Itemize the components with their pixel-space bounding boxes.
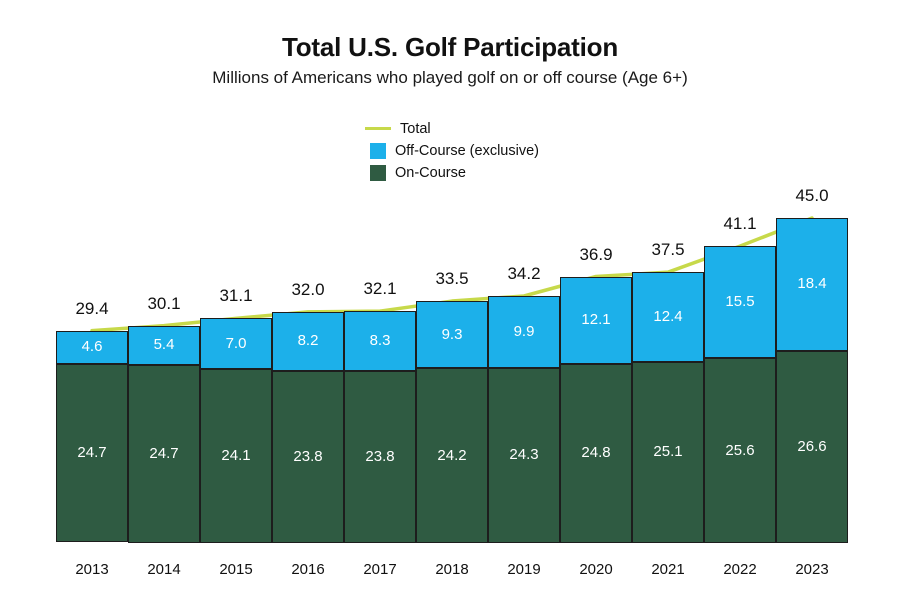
x-axis-label: 2014: [147, 561, 181, 578]
bar-group: [272, 312, 344, 543]
bar-segment-on-course-value: 26.6: [797, 437, 827, 455]
bar-segment-on-course[interactable]: [128, 365, 200, 543]
bar-group: [776, 218, 848, 543]
total-value-label: 37.5: [651, 240, 685, 260]
bar-segment-off-course-value: 9.9: [513, 322, 535, 340]
total-value-label: 30.1: [147, 293, 181, 313]
bar-group: [200, 318, 272, 543]
total-value-label: 29.4: [75, 298, 109, 318]
bar-segment-on-course-value: 25.1: [653, 443, 683, 461]
x-axis-label: 2017: [363, 561, 397, 578]
chart-title: Total U.S. Golf Participation: [281, 32, 619, 62]
bar-segment-on-course-value: 24.7: [77, 444, 107, 462]
total-value-label: 45.0: [795, 186, 829, 205]
x-axis-label: 2013: [75, 561, 109, 578]
x-axis-label: 2023: [795, 561, 829, 578]
x-axis-label: 2022: [723, 561, 757, 578]
bar-segment-off-course[interactable]: [560, 277, 632, 364]
bar-segment-off-course-value: 9.3: [441, 325, 463, 343]
chart-subtitle: Millions of Americans who played golf on or off course (Age 6+): [212, 68, 688, 87]
bar-segment-on-course[interactable]: [200, 369, 272, 543]
bar-segment-on-course-value: 24.7: [149, 444, 179, 462]
bar-segment-off-course-value: 4.6: [81, 338, 103, 356]
total-value-label: 32.1: [363, 279, 397, 299]
x-axis-label: 2021: [651, 561, 685, 578]
bar-group: [56, 331, 128, 543]
bar-segment-on-course-value: 24.8: [581, 444, 611, 462]
bar-group: [128, 326, 200, 543]
total-value-label: 36.9: [579, 244, 613, 264]
bar-group: [560, 277, 632, 544]
legend-label-total: Total: [400, 120, 431, 137]
x-axis-label: 2015: [219, 561, 253, 578]
bar-segment-on-course[interactable]: [272, 371, 344, 543]
bar-segment-on-course[interactable]: [632, 362, 704, 543]
bar-segment-off-course-value: 5.4: [153, 336, 175, 354]
bar-segment-on-course[interactable]: [56, 364, 128, 542]
bar-segment-off-course-value: 8.2: [297, 332, 319, 350]
bar-segment-off-course-value: 7.0: [225, 334, 247, 352]
total-value-label: 33.5: [435, 269, 469, 289]
bar-segment-off-course[interactable]: [272, 312, 344, 371]
legend-label-on-course: On-Course: [395, 164, 466, 181]
bar-segment-on-course-value: 24.1: [221, 446, 251, 464]
bar-segment-on-course-value: 23.8: [293, 448, 323, 466]
bar-segment-on-course-value: 24.2: [437, 446, 467, 464]
bar-group: [416, 301, 488, 543]
x-axis-label: 2020: [579, 561, 613, 578]
total-value-label: 31.1: [219, 286, 253, 306]
x-axis-label: 2018: [435, 561, 469, 578]
x-axis-label: 2016: [291, 561, 325, 578]
legend-label-off-course: Off-Course (exclusive): [395, 142, 539, 159]
bar-segment-on-course[interactable]: [416, 368, 488, 543]
total-value-label: 34.2: [507, 264, 541, 283]
bar-group: [344, 311, 416, 543]
bar-segment-off-course[interactable]: [128, 326, 200, 365]
bar-segment-off-course[interactable]: [704, 246, 776, 358]
bar-segment-on-course-value: 23.8: [365, 448, 395, 466]
bar-group: [632, 272, 704, 543]
bar-group: [704, 246, 776, 543]
bar-segment-off-course[interactable]: [56, 331, 128, 364]
bar-segment-on-course[interactable]: [488, 368, 560, 544]
bar-segment-on-course-value: 25.6: [725, 441, 755, 459]
bar-segment-off-course[interactable]: [200, 318, 272, 369]
bar-segment-off-course[interactable]: [776, 218, 848, 351]
bar-segment-off-course[interactable]: [488, 296, 560, 368]
bar-segment-off-course-value: 15.5: [725, 293, 755, 311]
x-axis-label: 2019: [507, 561, 541, 578]
bar-segment-on-course-value: 24.3: [509, 446, 539, 464]
bar-segment-on-course[interactable]: [776, 351, 848, 543]
bar-segment-off-course-value: 8.3: [369, 332, 391, 350]
bar-group: [488, 296, 560, 543]
bar-segment-off-course[interactable]: [632, 272, 704, 362]
total-value-label: 41.1: [723, 214, 757, 234]
bar-segment-off-course[interactable]: [344, 311, 416, 371]
bar-segment-off-course-value: 18.4: [797, 275, 827, 293]
bar-segment-off-course[interactable]: [416, 301, 488, 368]
bar-segment-off-course-value: 12.4: [653, 307, 683, 325]
bar-segment-on-course[interactable]: [560, 364, 632, 543]
bar-segment-off-course-value: 12.1: [581, 311, 611, 329]
total-value-label: 32.0: [291, 279, 325, 299]
bar-segment-on-course[interactable]: [704, 358, 776, 543]
bar-segment-on-course[interactable]: [344, 371, 416, 543]
